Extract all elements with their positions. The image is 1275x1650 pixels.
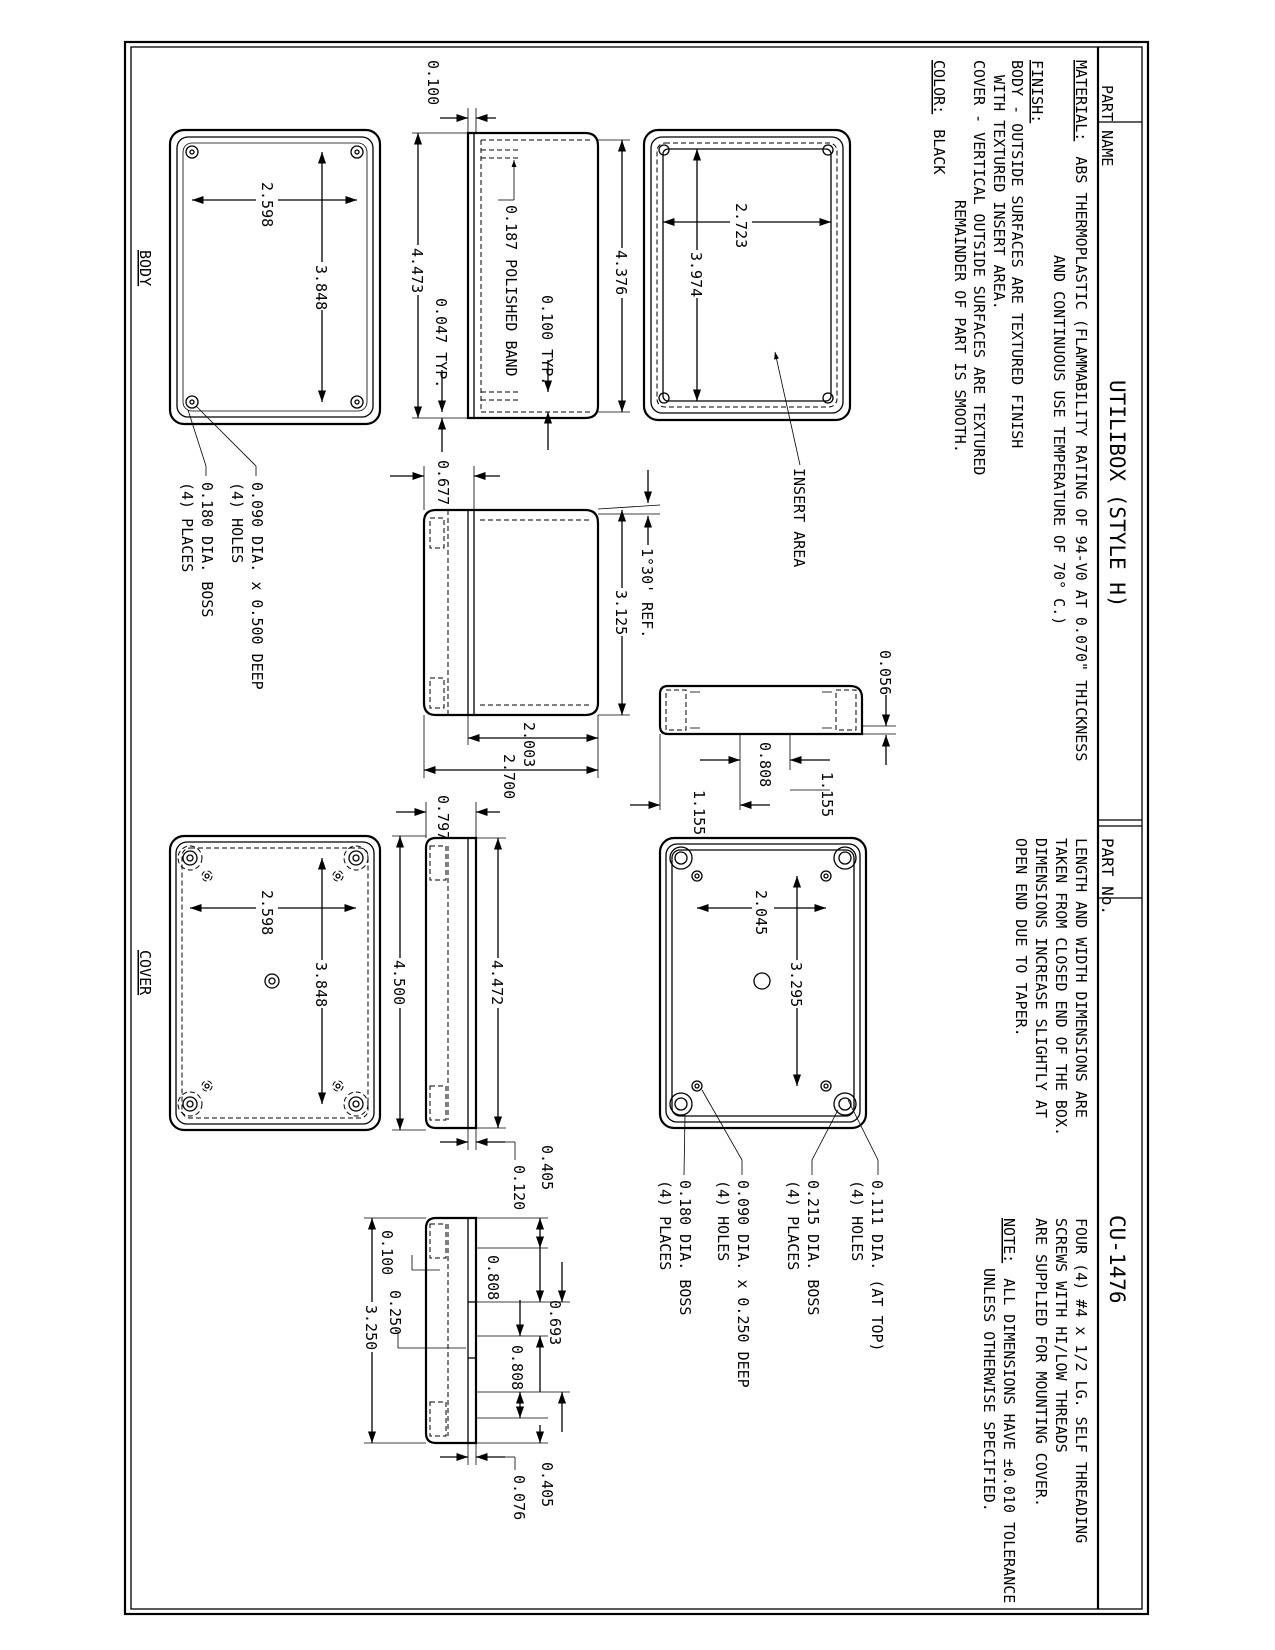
body-side-view [408,60,632,452]
dim-4376: 4.376 [612,250,630,296]
dim-2700: 2.700 [500,754,518,800]
dim-0693: 0.693 [546,1300,564,1346]
general-notes [930,60,1090,1603]
part-name: UTILIBOX (STYLE H) [1105,380,1129,608]
length-note-line2: TAKEN FROM CLOSED END OF THE BOX. [1052,838,1070,1137]
dim-0797: 0.797 [434,795,452,841]
dim-1155-a: 1.155 [818,772,836,818]
material-label: MATERIAL: [1072,60,1090,142]
corner-boss [659,145,669,155]
dim-3250: 3.250 [362,1305,380,1351]
material-line2: AND CONTINUOUS USE TEMPERATURE OF 70° C.) [1050,255,1068,626]
dim-2598-cover: 2.598 [258,890,276,936]
title-block [1098,47,1142,1609]
holes250-line2: (4) HOLES [714,1180,732,1262]
dim-1-30-ref: 1°30' REF. [638,548,656,639]
dim-0100-low: 0.100 [378,1230,396,1276]
length-note-line4: OPEN END DUE TO TAPER. [1012,838,1030,1037]
cover-inside-view [656,838,886,1388]
dim-0405-b: 0.405 [538,1462,556,1508]
finish-cover-line1: COVER - VERTICAL OUTSIDE SURFACES ARE TEXTURED [970,60,988,476]
body-end-view [390,460,660,799]
dim-0405-a: 0.405 [538,1145,556,1191]
dim-3125: 3.125 [612,590,630,636]
screws-line3: ARE SUPPLIED FOR MOUNTING COVER. [1032,1218,1050,1507]
color-label: COLOR: [930,60,948,115]
dim-0677: 0.677 [434,460,452,506]
dim-4473: 4.473 [408,248,426,294]
svg-text:NOTE: ALL DIMENSIONS HAV [1000,1218,1018,1603]
dim-2598-body: 2.598 [258,182,276,228]
boss-hole [186,146,198,158]
dim-0120: 0.120 [510,1165,528,1211]
dim-0100-top: 0.100 [424,60,442,106]
screws-line2: SCREWS WITH HI/LOW THREADS [1052,1218,1070,1453]
svg-text:MATERIAL: ABS THERMOPLAS [1072,60,1090,761]
dim-0100-typ: 0.100 TYP. [538,295,556,386]
body-label: BODY [136,250,154,287]
finish-cover-line2: REMAINDER OF PART IS SMOOTH. [951,200,969,453]
dim-0808-a: 0.808 [484,1255,502,1301]
top-holes-line1: 0.111 DIA. (AT TOP) [868,1180,886,1352]
cover-plan-view [136,836,380,1130]
body-boss-line2: (4) PLACES [178,482,196,573]
body-plan-view [136,130,380,690]
dim-0047-typ: 0.047 TYP. [432,298,450,389]
dim-1155-b: 1.155 [690,790,708,836]
finish-label: FINISH: [1028,60,1046,124]
length-note-line1: LENGTH AND WIDTH DIMENSIONS ARE [1072,838,1090,1118]
dim-4472: 4.472 [488,960,506,1006]
cover-end-view [362,1218,570,1520]
screws-line1: FOUR (4) #4 x 1/2 LG. SELF THREADING [1072,1218,1090,1544]
body-holes-line1: 0.090 DIA. x 0.500 DEEP [248,482,266,690]
dim-3848-cover: 3.848 [312,962,330,1008]
dim-0808-side: 0.808 [756,742,774,788]
dim-3295: 3.295 [787,962,805,1008]
cover-label: COVER [136,950,154,996]
tolerance-label: NOTE: [1000,1218,1018,1264]
holes250-line1: 0.090 DIA. x 0.250 DEEP [734,1180,752,1388]
dim-2003: 2.003 [520,722,538,768]
material-line1: ABS THERMOPLASTIC (FLAMMABILITY RATING OF 94-V0 AT 0.070" THICKNESS [1072,156,1090,762]
cover-edge-view [630,650,896,835]
top-holes-line2: (4) HOLES [848,1180,866,1262]
dim-0187: 0.187 POLISHED BAND [502,205,520,377]
part-no-label: PART No. [1098,838,1117,916]
dim-0056: 0.056 [876,650,894,696]
dim-2045: 2.045 [752,890,770,936]
part-name-label: PART NAME [1098,85,1116,167]
boss-hole [351,146,363,158]
dim-4500: 4.500 [390,960,408,1006]
tolerance-line2: UNLESS OTHERWISE SPECIFIED. [980,1268,998,1512]
finish-body-line2: WITH TEXTURED INSERT AREA. [990,75,1008,310]
corner-boss [823,393,833,403]
boss-hole [351,396,363,408]
body-inside-view [644,130,850,567]
svg-text:COLOR: BLACK [930,60,948,174]
center-hole [754,973,770,989]
length-note-line3: DIMENSIONS INCREASE SLIGHTLY AT [1032,838,1050,1118]
body-holes-line2: (4) HOLES [228,482,246,564]
part-no: CU-1476 [1105,1215,1129,1304]
finish-body-line1: BODY - OUTSIDE SURFACES ARE TEXTURED FINISH [1008,60,1026,449]
boss215-line2: (4) PLACES [784,1180,802,1271]
cover-side-view [390,795,556,1210]
insert-area-label: INSERT AREA [790,468,808,568]
boss180-line2: (4) PLACES [656,1180,674,1271]
boss180-line1: 0.180 DIA. BOSS [676,1180,694,1316]
dim-3974: 3.974 [687,252,705,298]
color-value: BLACK [930,129,948,175]
dim-3848-body: 3.848 [312,265,330,311]
body-boss-line1: 0.180 DIA. BOSS [198,482,216,618]
tolerance-line1: ALL DIMENSIONS HAVE ±0.010 TOLERANCE [1000,1278,1018,1604]
boss215-line1: 0.215 DIA. BOSS [804,1180,822,1316]
dim-0808-b: 0.808 [508,1345,526,1391]
dim-0250: 0.250 [386,1290,404,1336]
dim-2723: 2.723 [732,203,750,249]
dim-0076: 0.076 [510,1475,528,1521]
